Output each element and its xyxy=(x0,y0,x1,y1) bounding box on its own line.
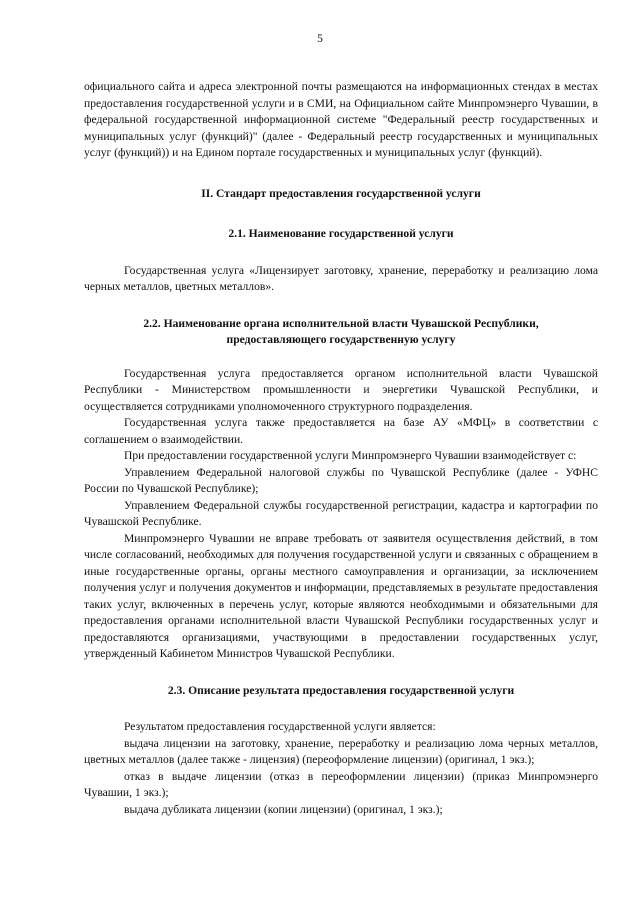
subsection-2-3-paragraph: выдача лицензии на заготовку, хранение, переработку и реализацию лома черных металлов, цветных металлов (далее также - лицензия) (переоформление лицензии) (оригинал, 1 экз.); xyxy=(84,736,598,766)
spacer xyxy=(84,296,598,316)
subsection-2-2-paragraph: Управлением Федеральной налоговой службы по Чувашской Республике (далее - УФНС России по Чувашской Республике); xyxy=(84,465,598,495)
section-title: II. Стандарт предоставления государственной услуги xyxy=(201,186,481,200)
subsection-2-3-title: 2.3. Описание результата предоставления государственной услуги xyxy=(167,683,515,697)
spacer xyxy=(84,663,598,683)
spacer xyxy=(84,349,598,366)
subsection-2-2-paragraph: Государственная услуга также предоставляется на базе АУ «МФЦ» в соответствии с соглашением о взаимодействии. xyxy=(84,416,598,446)
subsection-2-2-paragraph: Государственная услуга предоставляется органом исполнительной власти Чувашской Республики - Министерством промышленности и энергетики Чувашской Республики, и осуществляется сотрудниками уполномоченного структурного подразделения. xyxy=(84,366,598,413)
page-number: 5 xyxy=(317,33,323,45)
spacer xyxy=(84,162,598,186)
subsection-2-2-paragraph: Минпромэнерго Чувашии не вправе требовать от заявителя осуществления действий, в том числе согласований, необходимых для получения государственной услуги и связанных с обращением в иные государственные органы, органы местного самоуправления и организации, за исключением получения услуг и получения документов и информации, представляемых в результате предоставления таких услуг, включенных в перечень услуг, которые являются необходимыми и обязательными для предоставления органами исполнительной власти Чувашской Республики государственных услуг и предоставляются организациями, участвующими в предоставлении государственных услуг, утвержденный Кабинетом Министров Чувашской Республики. xyxy=(84,531,598,660)
subsection-2-1-text: Государственная услуга «Лицензирует заготовку, хранение, переработку и реализацию лома черных металлов, цветных металлов». xyxy=(84,263,598,293)
spacer xyxy=(84,243,598,263)
subsection-2-2-paragraph: Управлением Федеральной службы государственной регистрации, кадастра и картографии по Чувашской Республике. xyxy=(84,498,598,528)
subsection-2-2-title-line2: предоставляющего государственную услугу xyxy=(226,333,456,346)
subsection-2-3-paragraph: Результатом предоставления государственной услуги является: xyxy=(124,720,436,733)
subsection-2-3-paragraph: отказ в выдаче лицензии (отказ в переоформлении лицензии) (приказ Минпромэнерго Чувашии, 1 экз.); xyxy=(84,769,598,799)
spacer xyxy=(84,202,598,226)
subsection-2-2-title-line1: 2.2. Наименование органа исполнительной власти Чувашской Республики, xyxy=(143,316,539,330)
subsection-2-2-paragraph: При предоставлении государственной услуги Минпромэнерго Чувашии взаимодействует с: xyxy=(124,449,577,462)
subsection-2-3-paragraph: выдача дубликата лицензии (копии лицензии) (оригинал, 1 экз.); xyxy=(124,802,443,816)
subsection-2-1-title: 2.1. Наименование государственной услуги xyxy=(228,227,454,240)
document-body xyxy=(84,79,598,818)
spacer xyxy=(84,699,598,719)
intro-paragraph: официального сайта и адреса электронной почты размещаются на информационных стендах в местах предоставления государственной услуги и в СМИ, на Официальном сайте Минпромэнерго Чувашии, в федеральной государственной информационной системе "Федеральный реестр государственных и муниципальных услуг (функций)" (далее - Федеральный реестр государственных и муниципальных услуг (функций)) и на Едином портале государственных и муниципальных услуг (функций). xyxy=(84,80,598,159)
